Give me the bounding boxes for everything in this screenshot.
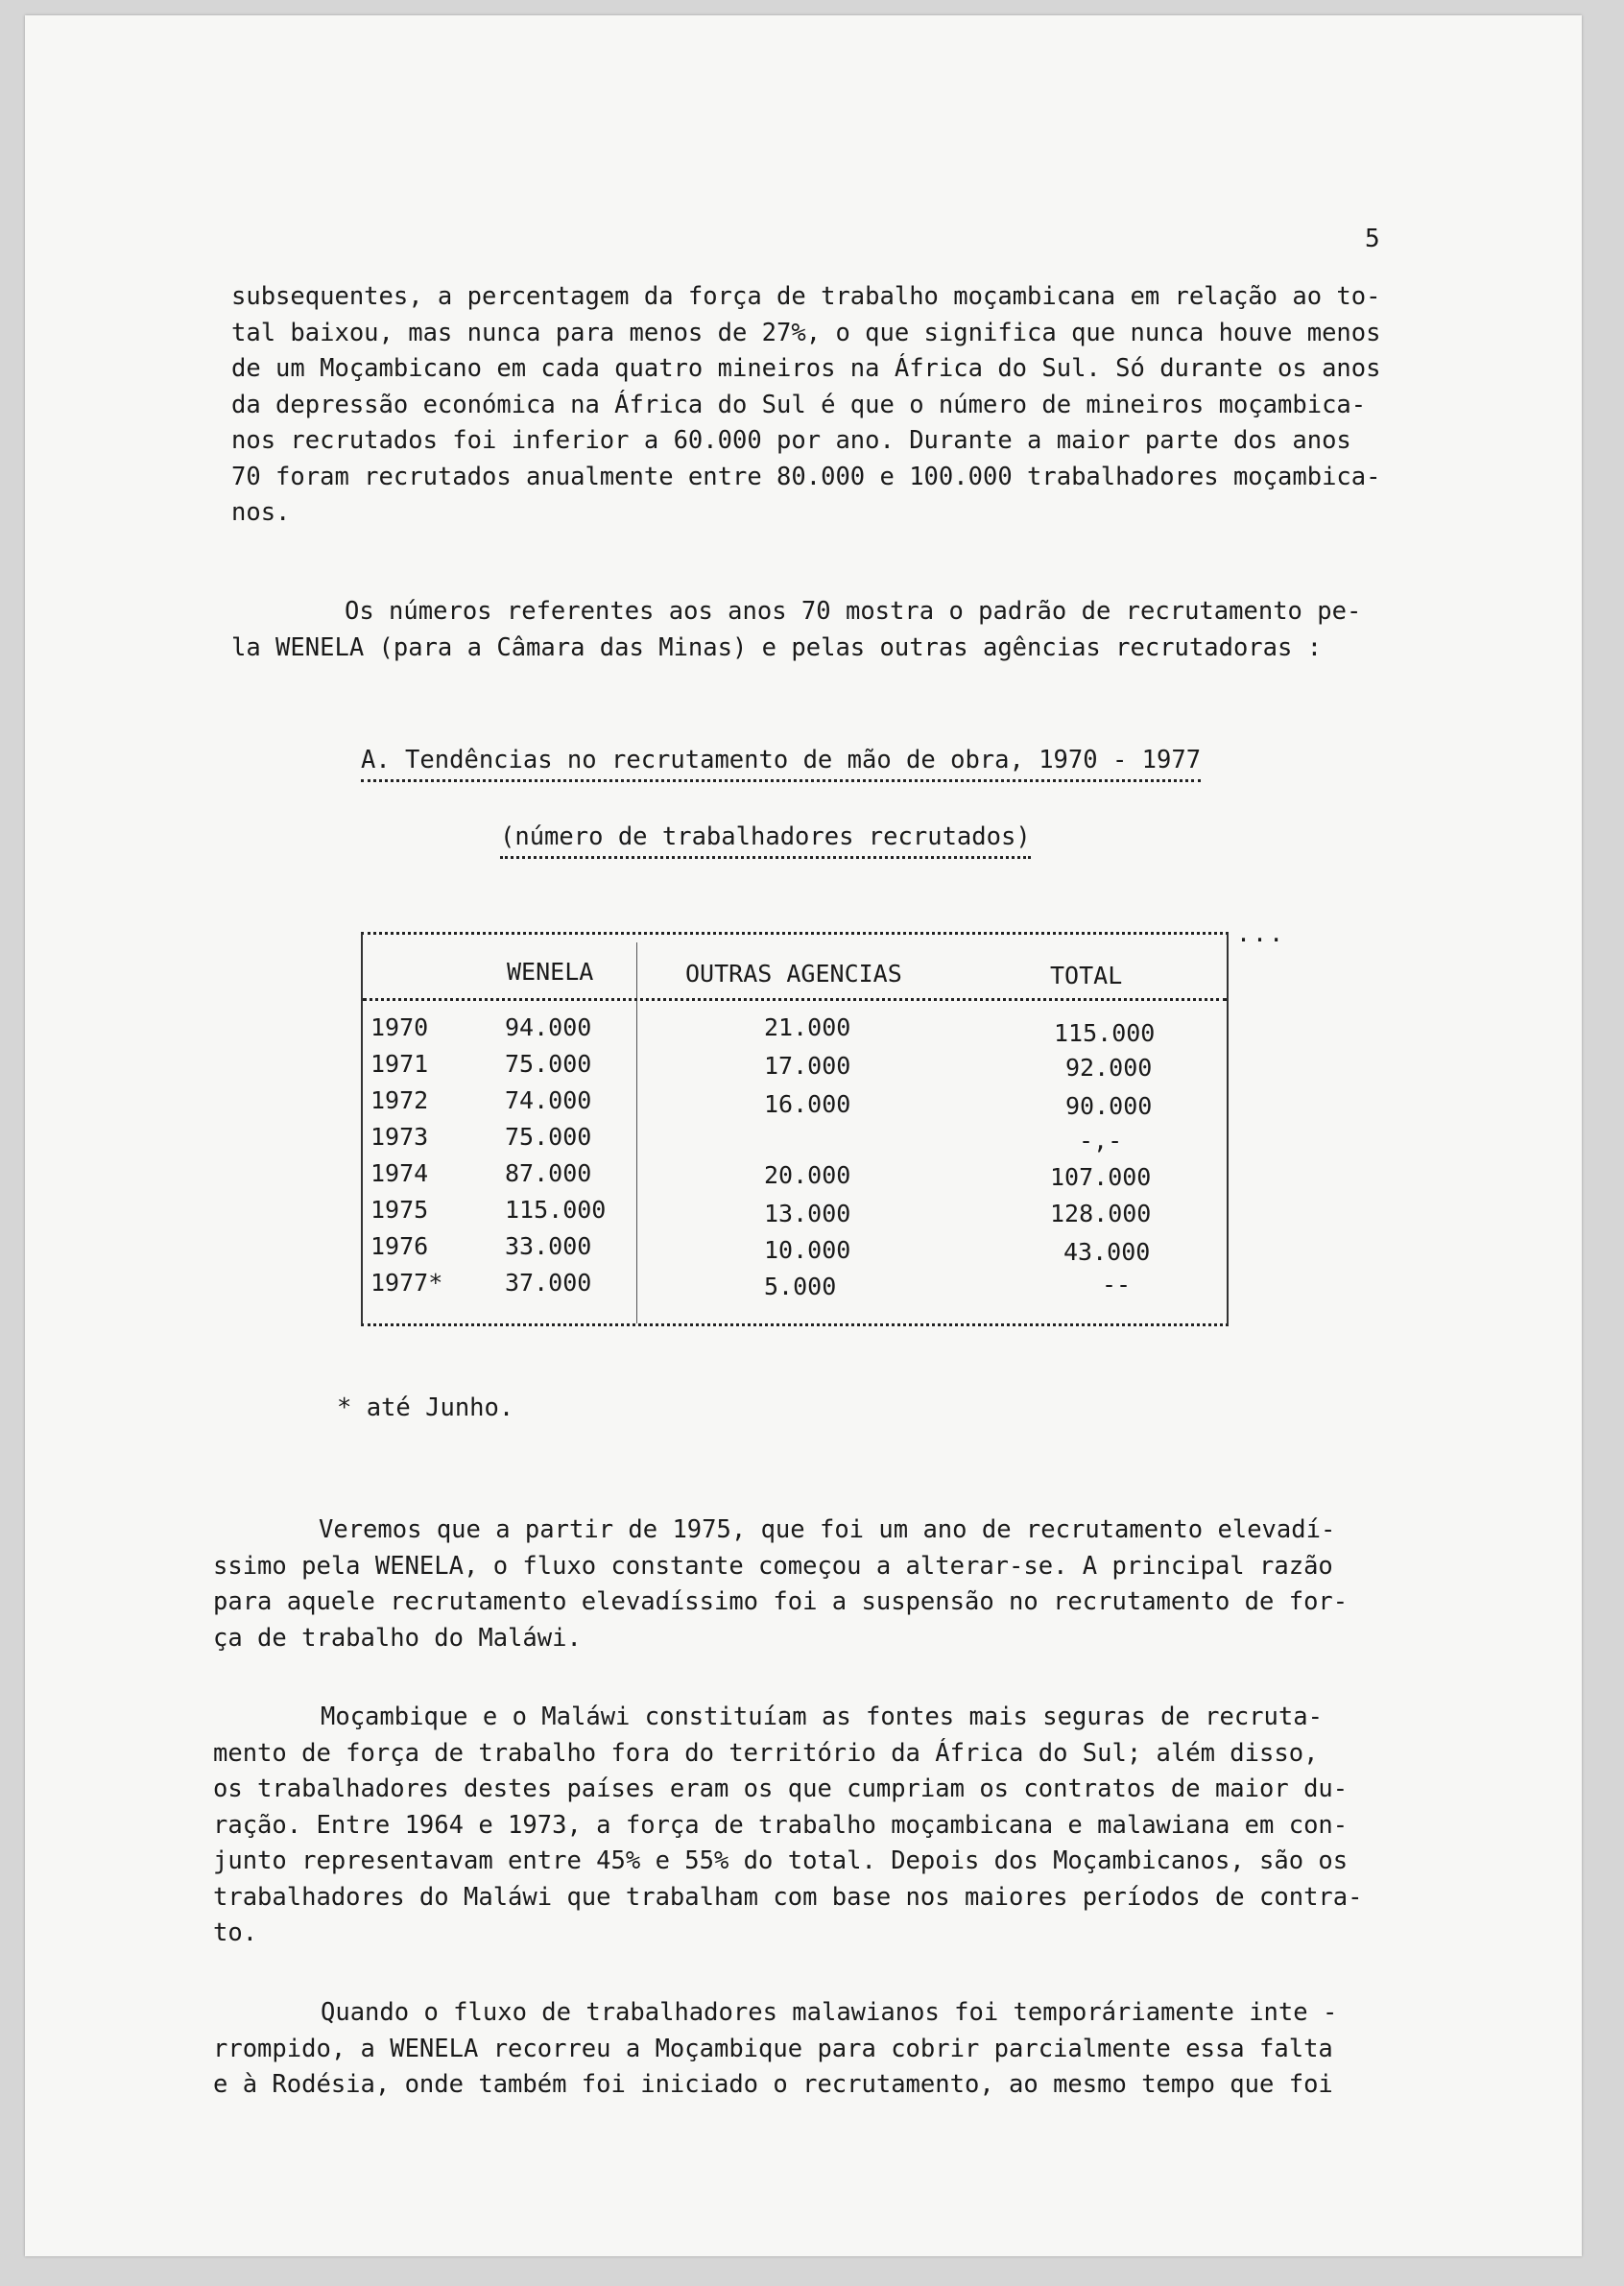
text-line: junto representavam entre 45% e 55% do total. Depois dos Moçambicanos, são os bbox=[213, 1846, 1349, 1875]
cell-total: -,- bbox=[1079, 1127, 1123, 1155]
text-line: de um Moçambicano em cada quatro mineiros na África do Sul. Só durante os anos bbox=[231, 354, 1381, 383]
text-line: nos recrutados foi inferior a 60.000 por ano. Durante a maior parte dos anos bbox=[231, 426, 1351, 455]
text-line: la WENELA (para a Câmara das Minas) e pelas outras agências recrutadoras : bbox=[231, 632, 1323, 662]
cell-outras: 13.000 bbox=[764, 1200, 851, 1227]
paragraph-4 bbox=[213, 1700, 1362, 1952]
text-line: rrompido, a WENELA recorreu a Moçambique para cobrir parcialmente essa falta bbox=[213, 2034, 1333, 2063]
cell-wenela: 94.000 bbox=[505, 1013, 592, 1041]
table-row bbox=[363, 1013, 1227, 1050]
cell-outras: 17.000 bbox=[764, 1052, 851, 1080]
table-title: A. Tendências no recrutamento de mão de obra, 1970 - 1977 bbox=[361, 743, 1201, 782]
paragraph-1 bbox=[231, 279, 1380, 532]
cell-wenela: 115.000 bbox=[505, 1196, 607, 1224]
cell-year: 1972 bbox=[370, 1086, 429, 1114]
cell-year: 1977* bbox=[370, 1269, 443, 1297]
cell-year: 1973 bbox=[370, 1123, 429, 1151]
text-line: mento de força de trabalho fora do território da África do Sul; além disso, bbox=[213, 1738, 1319, 1768]
text-line: nos. bbox=[231, 498, 291, 527]
text-line: os trabalhadores destes países eram os que cumpriam os contratos de maior du- bbox=[213, 1774, 1349, 1803]
table-subtitle: (número de trabalhadores recrutados) bbox=[500, 820, 1031, 859]
cell-total: 43.000 bbox=[1063, 1238, 1151, 1266]
text-line: e à Rodésia, onde também foi iniciado o recrutamento, ao mesmo tempo que foi bbox=[213, 2070, 1333, 2099]
cell-year: 1975 bbox=[370, 1196, 429, 1224]
page-number: 5 bbox=[1365, 225, 1380, 253]
cell-total: 90.000 bbox=[1065, 1092, 1153, 1120]
cell-year: 1971 bbox=[370, 1050, 429, 1078]
cell-wenela: 75.000 bbox=[505, 1123, 592, 1151]
text-line: subsequentes, a percentagem da força de trabalho moçambicana em relação ao to- bbox=[231, 282, 1381, 311]
text-line: Moçambique e o Maláwi constituíam as fontes mais seguras de recruta- bbox=[321, 1703, 1323, 1731]
cell-outras: 21.000 bbox=[764, 1013, 851, 1041]
cell-outras: 10.000 bbox=[764, 1236, 851, 1264]
table-row bbox=[363, 1269, 1227, 1305]
paragraph-2 bbox=[231, 594, 1361, 666]
cell-wenela: 74.000 bbox=[505, 1086, 592, 1114]
text-line: da depressão económica na África do Sul é que o número de mineiros moçambica- bbox=[231, 390, 1367, 419]
table-row bbox=[363, 1159, 1227, 1196]
cell-outras: 20.000 bbox=[764, 1161, 851, 1189]
table-footnote: * até Junho. bbox=[337, 1393, 514, 1422]
header-wenela: WENELA bbox=[507, 958, 594, 986]
document-page bbox=[25, 15, 1582, 2256]
text-line: para aquele recrutamento elevadíssimo foi a suspensão no recrutamento de for- bbox=[213, 1587, 1349, 1616]
text-line: trabalhadores do Maláwi que trabalham com base nos maiores períodos de contra- bbox=[213, 1882, 1363, 1912]
text-line: ssimo pela WENELA, o fluxo constante começou a alterar-se. A principal razão bbox=[213, 1551, 1333, 1581]
text-line: tal baixou, mas nunca para menos de 27%, o que significa que nunca houve menos bbox=[231, 318, 1381, 347]
cell-year: 1976 bbox=[370, 1232, 429, 1260]
cell-outras: 16.000 bbox=[764, 1090, 851, 1118]
paragraph-5 bbox=[213, 1995, 1337, 2104]
text-line: Veremos que a partir de 1975, que foi um ano de recrutamento elevadí- bbox=[319, 1515, 1336, 1544]
cell-total: 115.000 bbox=[1054, 1019, 1156, 1047]
table-row bbox=[363, 1196, 1227, 1232]
text-line: Quando o fluxo de trabalhadores malawianos foi temporáriamente inte - bbox=[321, 1998, 1338, 2027]
text-line: ça de trabalho do Maláwi. bbox=[213, 1623, 582, 1653]
cell-year: 1970 bbox=[370, 1013, 429, 1041]
cell-total: 92.000 bbox=[1065, 1054, 1153, 1082]
cell-year: 1974 bbox=[370, 1159, 429, 1187]
cell-wenela: 33.000 bbox=[505, 1232, 592, 1260]
text-line: to. bbox=[213, 1918, 258, 1947]
text-line: 70 foram recrutados anualmente entre 80.000 e 100.000 trabalhadores moçambica- bbox=[231, 462, 1381, 491]
header-outras: OUTRAS AGENCIAS bbox=[685, 960, 902, 988]
header-divider bbox=[363, 998, 1227, 1001]
table-row bbox=[363, 1232, 1227, 1269]
cell-wenela: 37.000 bbox=[505, 1269, 592, 1297]
text-line: ração. Entre 1964 e 1973, a força de trabalho moçambicana e malawiana em con- bbox=[213, 1810, 1349, 1840]
cell-total: -- bbox=[1102, 1271, 1132, 1298]
paragraph-3 bbox=[213, 1512, 1348, 1656]
cell-total: 128.000 bbox=[1050, 1200, 1152, 1227]
table-row bbox=[363, 1050, 1227, 1086]
table-row bbox=[363, 1086, 1227, 1123]
text-line: Os números referentes aos anos 70 mostra o padrão de recrutamento pe- bbox=[345, 597, 1362, 626]
header-total: TOTAL bbox=[1050, 962, 1123, 989]
cell-total: 107.000 bbox=[1050, 1163, 1152, 1191]
corner-mark: ... bbox=[1236, 919, 1286, 947]
cell-wenela: 87.000 bbox=[505, 1159, 592, 1187]
table-row bbox=[363, 1123, 1227, 1159]
cell-wenela: 75.000 bbox=[505, 1050, 592, 1078]
cell-outras: 5.000 bbox=[764, 1273, 837, 1300]
recruitment-table bbox=[361, 932, 1229, 1326]
